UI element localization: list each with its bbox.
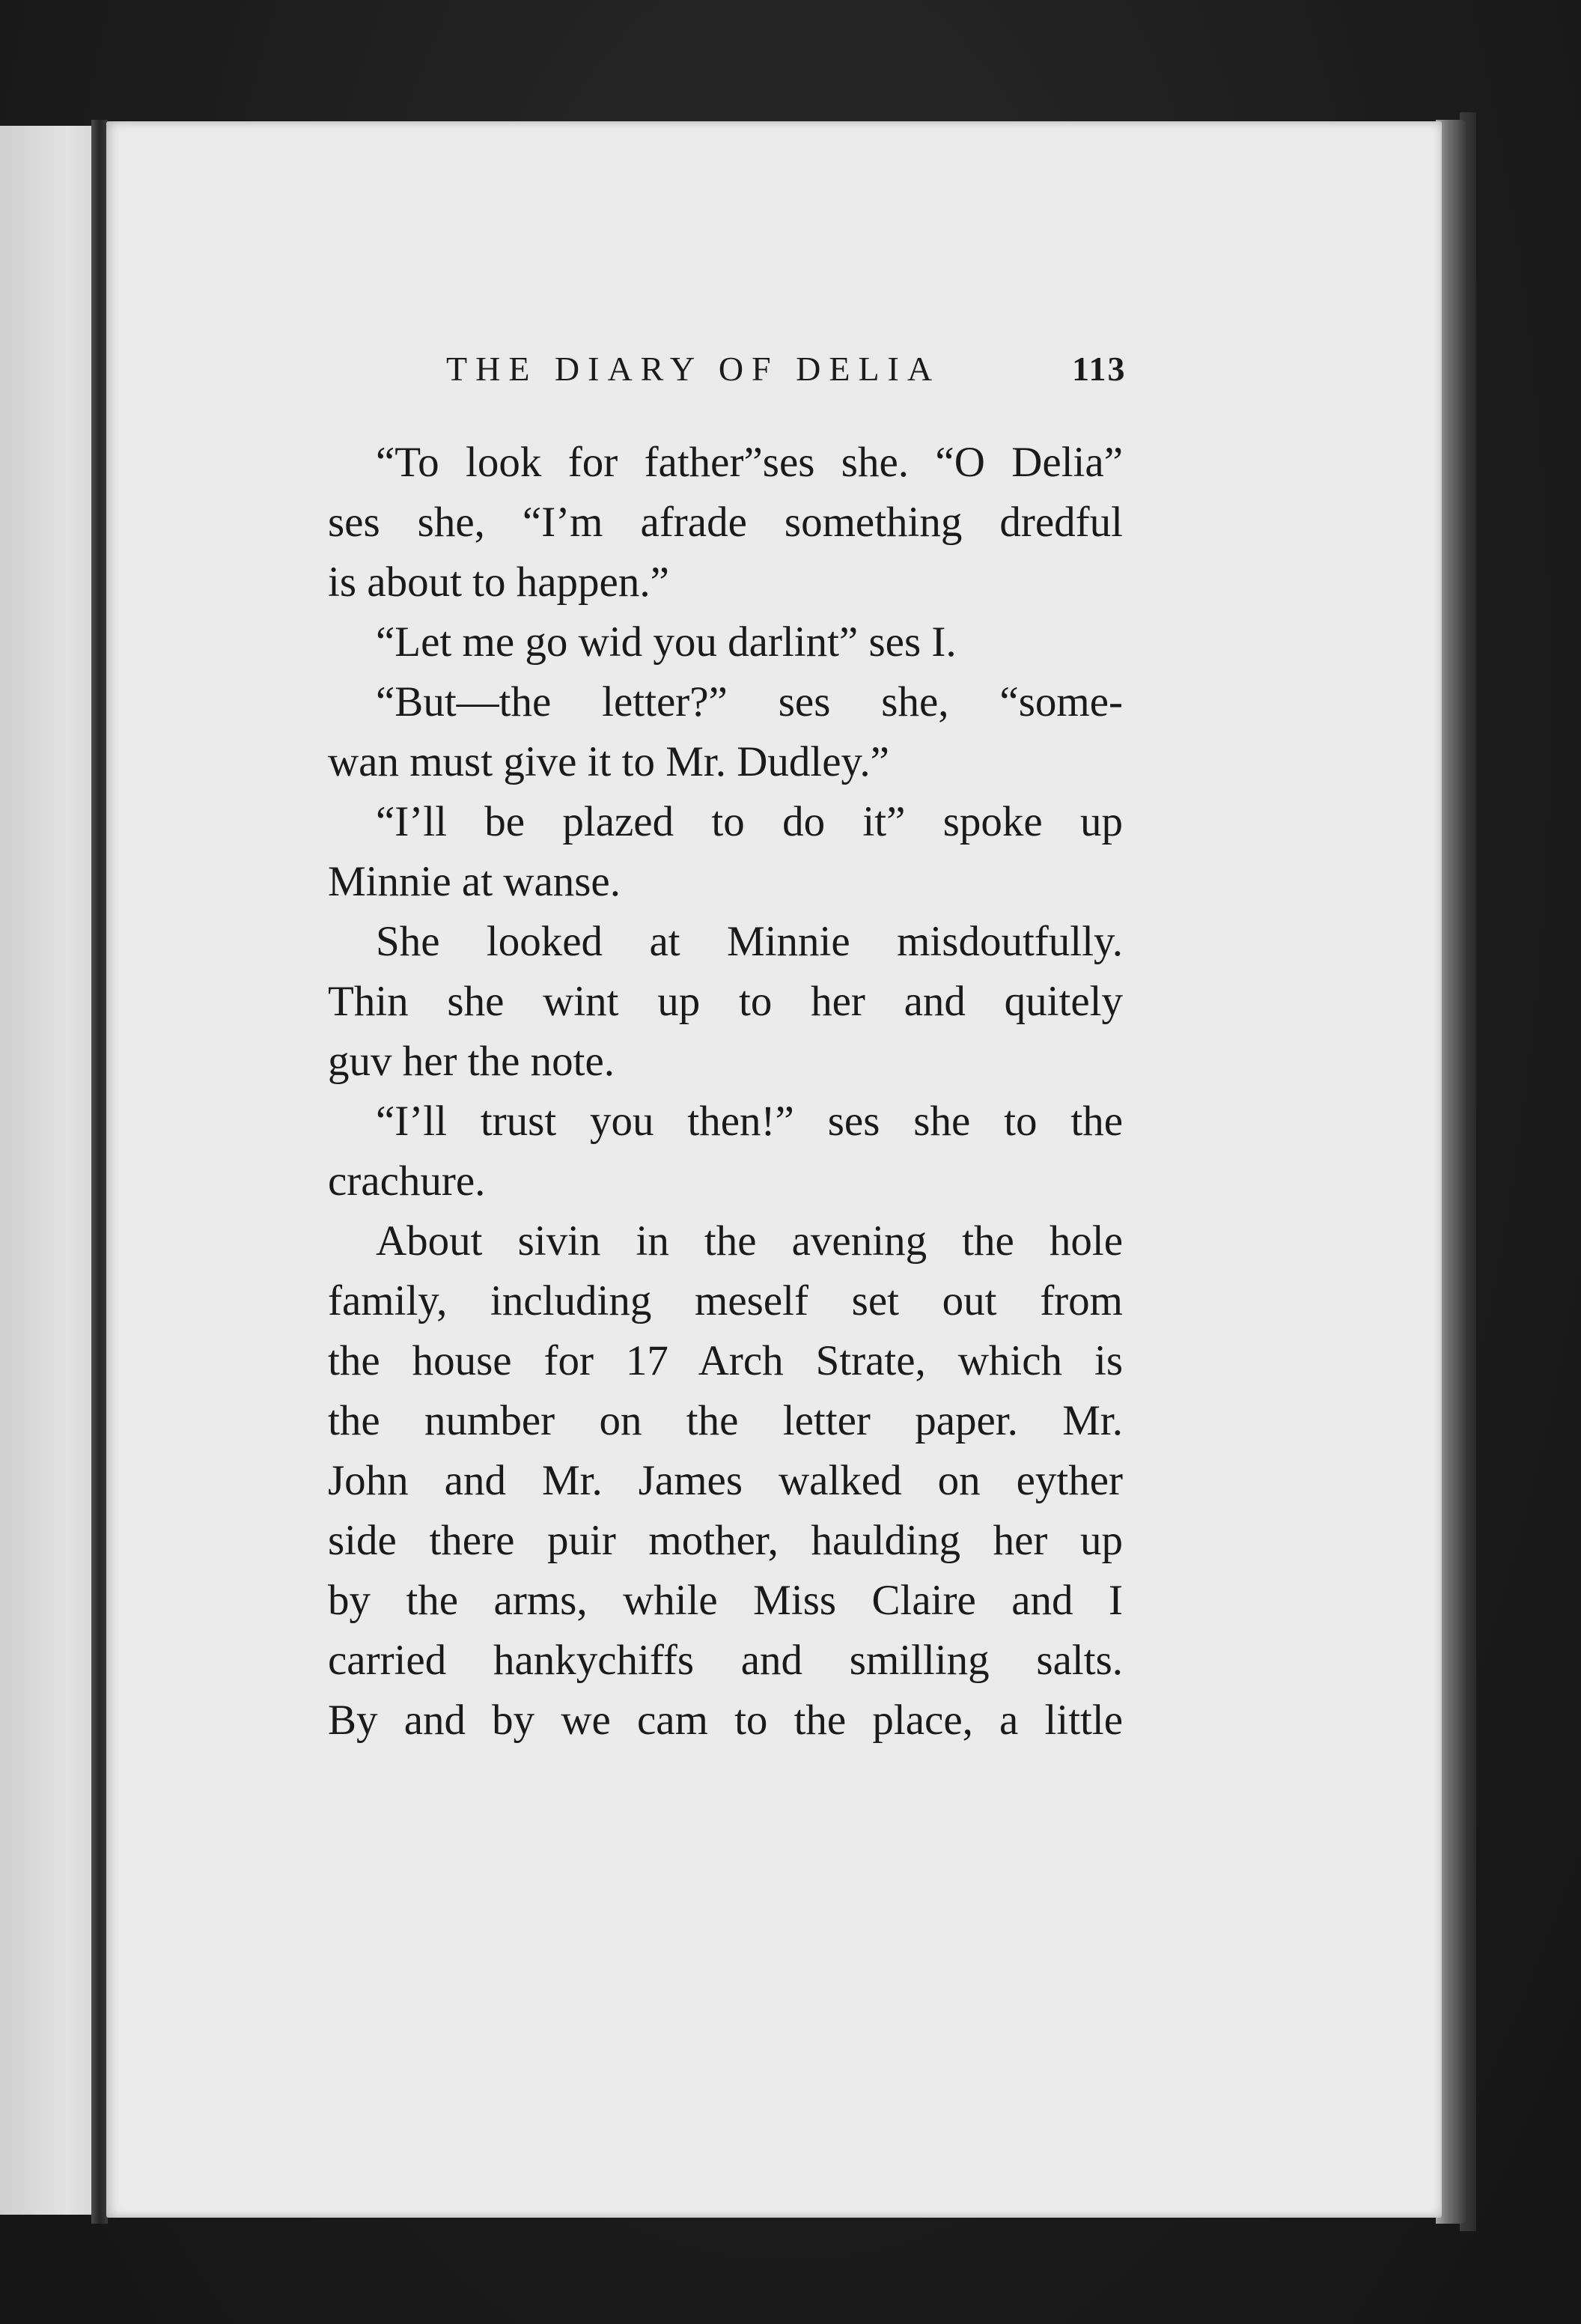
text-line: by the arms, while Miss Claire and I (328, 1577, 1123, 1624)
running-head-title: THE DIARY OF DELIA (446, 350, 941, 388)
previous-page-edge (0, 126, 96, 2215)
text-line: crachure. (328, 1158, 486, 1205)
text-line: guv her the note. (328, 1038, 615, 1085)
text-line: carried hankychiffs and smilling salts. (328, 1637, 1123, 1684)
text-line: “I’ll be plazed to do it” spoke up (376, 798, 1123, 845)
text-line: is about to happen.” (328, 559, 669, 606)
text-line: “To look for father”ses she. “O Delia” (376, 439, 1123, 486)
book-gutter (91, 120, 108, 2224)
text-line: the number on the letter paper. Mr. (328, 1397, 1123, 1444)
text-line: wan must give it to Mr. Dudley.” (328, 738, 889, 785)
text-line: She looked at Minnie misdoutfully. (376, 918, 1123, 965)
text-line: side there puir mother, haulding her up (328, 1517, 1123, 1564)
text-line: John and Mr. James walked on eyther (328, 1457, 1123, 1504)
text-line: “I’ll trust you then!” ses she to the (376, 1098, 1123, 1145)
text-line: About sivin in the avening the hole (376, 1217, 1123, 1265)
body-text (328, 433, 1123, 1750)
text-line: ses she, “I’m afrade something dredful (328, 499, 1123, 546)
text-line: the house for 17 Arch Strate, which is (328, 1337, 1123, 1384)
text-line: Minnie at wanse. (328, 858, 621, 905)
text-line: “Let me go wid you darlint” ses I. (376, 618, 957, 666)
page-number: 113 (1072, 350, 1127, 388)
text-line: “But—the letter?” ses she, “some- (376, 678, 1123, 726)
text-line: family, including meself set out from (328, 1277, 1123, 1324)
text-line: Thin she wint up to her and quitely (328, 978, 1123, 1025)
text-line: By and by we cam to the place, a little (328, 1697, 1123, 1744)
